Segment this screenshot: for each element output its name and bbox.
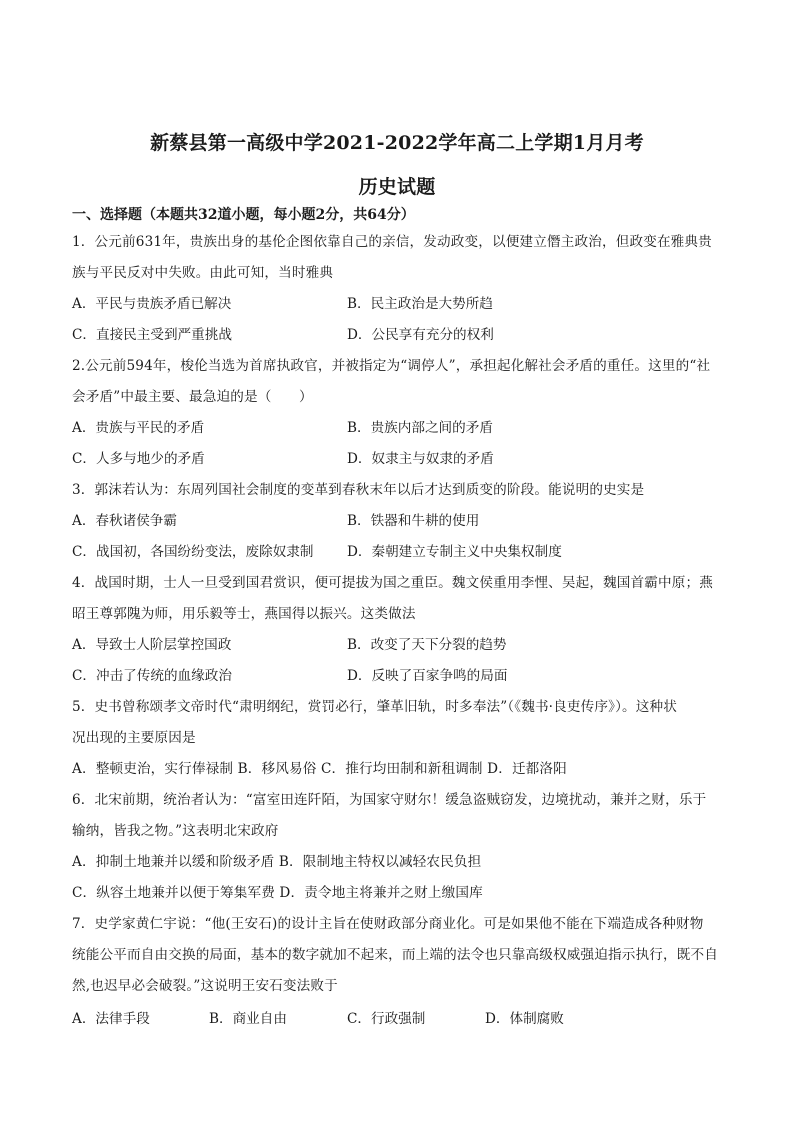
exam-subtitle: 历史试题 — [358, 176, 436, 198]
question-stem: 昭王尊郭隗为师，用乐毅等士，燕国得以振兴。这类做法 — [72, 606, 416, 622]
option-a: A．平民与贵族矛盾已解决 — [72, 296, 232, 312]
option-b: B．改变了天下分裂的趋势 — [347, 637, 507, 653]
question-stem: 7．史学家黄仁宇说：“他(王安石)的设计主旨在使财政部分商业化。可是如果他不能在下端造成各种财物 — [72, 916, 704, 932]
option-b: B．贵族内部之间的矛盾 — [347, 420, 493, 436]
exam-title: 新蔡县第一高级中学2021-2022学年高二上学期1月月考 — [150, 132, 644, 154]
option-b: B．铁器和牛耕的使用 — [347, 513, 480, 529]
question-stem: 会矛盾”中最主要、最急迫的是（ ） — [72, 389, 313, 405]
option-b: B．民主政治是大势所趋 — [347, 296, 493, 312]
question-stem: 1．公元前631年，贵族出身的基伦企图依靠自己的亲信，发动政变，以便建立僭主政治，但政变在雅典贵 — [72, 234, 712, 250]
option-d: D．公民享有充分的权利 — [347, 327, 494, 343]
question-stem: 况出现的主要原因是 — [72, 730, 196, 746]
question-stem: 族与平民反对中失败。由此可知，当时雅典 — [72, 265, 334, 281]
option-c: C．冲击了传统的血缘政治 — [72, 668, 232, 684]
section-heading: 一、选择题（本题共32道小题，每小题2分，共64分） — [72, 207, 415, 223]
option-c: C．人多与地少的矛盾 — [72, 451, 205, 467]
question-options: C．纵容土地兼并以便于筹集军费 D．责令地主将兼并之财上缴国库 — [72, 885, 483, 901]
question-stem: 6．北宋前期，统治者认为：“富室田连阡陌，为国家守财尔！缓急盗贼窃发，边境扰动，兼并之财，乐于 — [72, 792, 707, 808]
option-a: A．贵族与平民的矛盾 — [72, 420, 205, 436]
question-stem: 2.公元前594年，梭伦当选为首席执政官，并被指定为“调停人”，承担起化解社会矛盾的重任。这里的“社 — [72, 358, 711, 374]
question-stem: 3．郭沫若认为：东周列国社会制度的变革到春秋末年以后才达到质变的阶段。能说明的史实是 — [72, 482, 645, 498]
question-options: A．抑制土地兼并以缓和阶级矛盾 B．限制地主特权以减轻农民负担 — [72, 854, 482, 870]
option-d: D．奴隶主与奴隶的矛盾 — [347, 451, 494, 467]
question-stem: 然,也迟早必会破裂。”这说明王安石变法败于 — [72, 978, 338, 994]
question-stem: 统能公平而自由交换的局面，基本的数字就加不起来，而上端的法令也只靠高级权威强迫指示执行，既不自 — [72, 947, 718, 963]
option-c: C．直接民主受到严重挑战 — [72, 327, 232, 343]
option-d: D．反映了百家争鸣的局面 — [347, 668, 508, 684]
option-d: D．秦朝建立专制主义中央集权制度 — [347, 544, 562, 560]
option-c: C．战国初，各国纷纷变法，废除奴隶制 — [72, 544, 314, 560]
question-stem: 输纳，皆我之物。”这表明北宋政府 — [72, 823, 279, 839]
question-stem: 5．史书曾称颂孝文帝时代“肃明纲纪，赏罚必行，肇革旧轨，时多奉法”（《魏书·良吏传序》）。这种状 — [72, 699, 677, 715]
option-d: D．体制腐败 — [485, 1011, 564, 1027]
option-a: A．法律手段 — [72, 1011, 150, 1027]
option-a: A．春秋诸侯争霸 — [72, 513, 177, 529]
option-c: C．行政强制 — [347, 1011, 426, 1027]
option-b: B．商业自由 — [209, 1011, 287, 1027]
option-a: A．导致士人阶层掌控国政 — [72, 637, 232, 653]
question-stem: 4．战国时期，士人一旦受到国君赏识，便可提拔为国之重臣。魏文侯重用李悝、吴起，魏国首霸中原；燕 — [72, 575, 714, 591]
question-options: A．整顿吏治，实行俸禄制 B．移风易俗 C．推行均田制和新租调制 D．迁都洛阳 — [72, 761, 567, 777]
